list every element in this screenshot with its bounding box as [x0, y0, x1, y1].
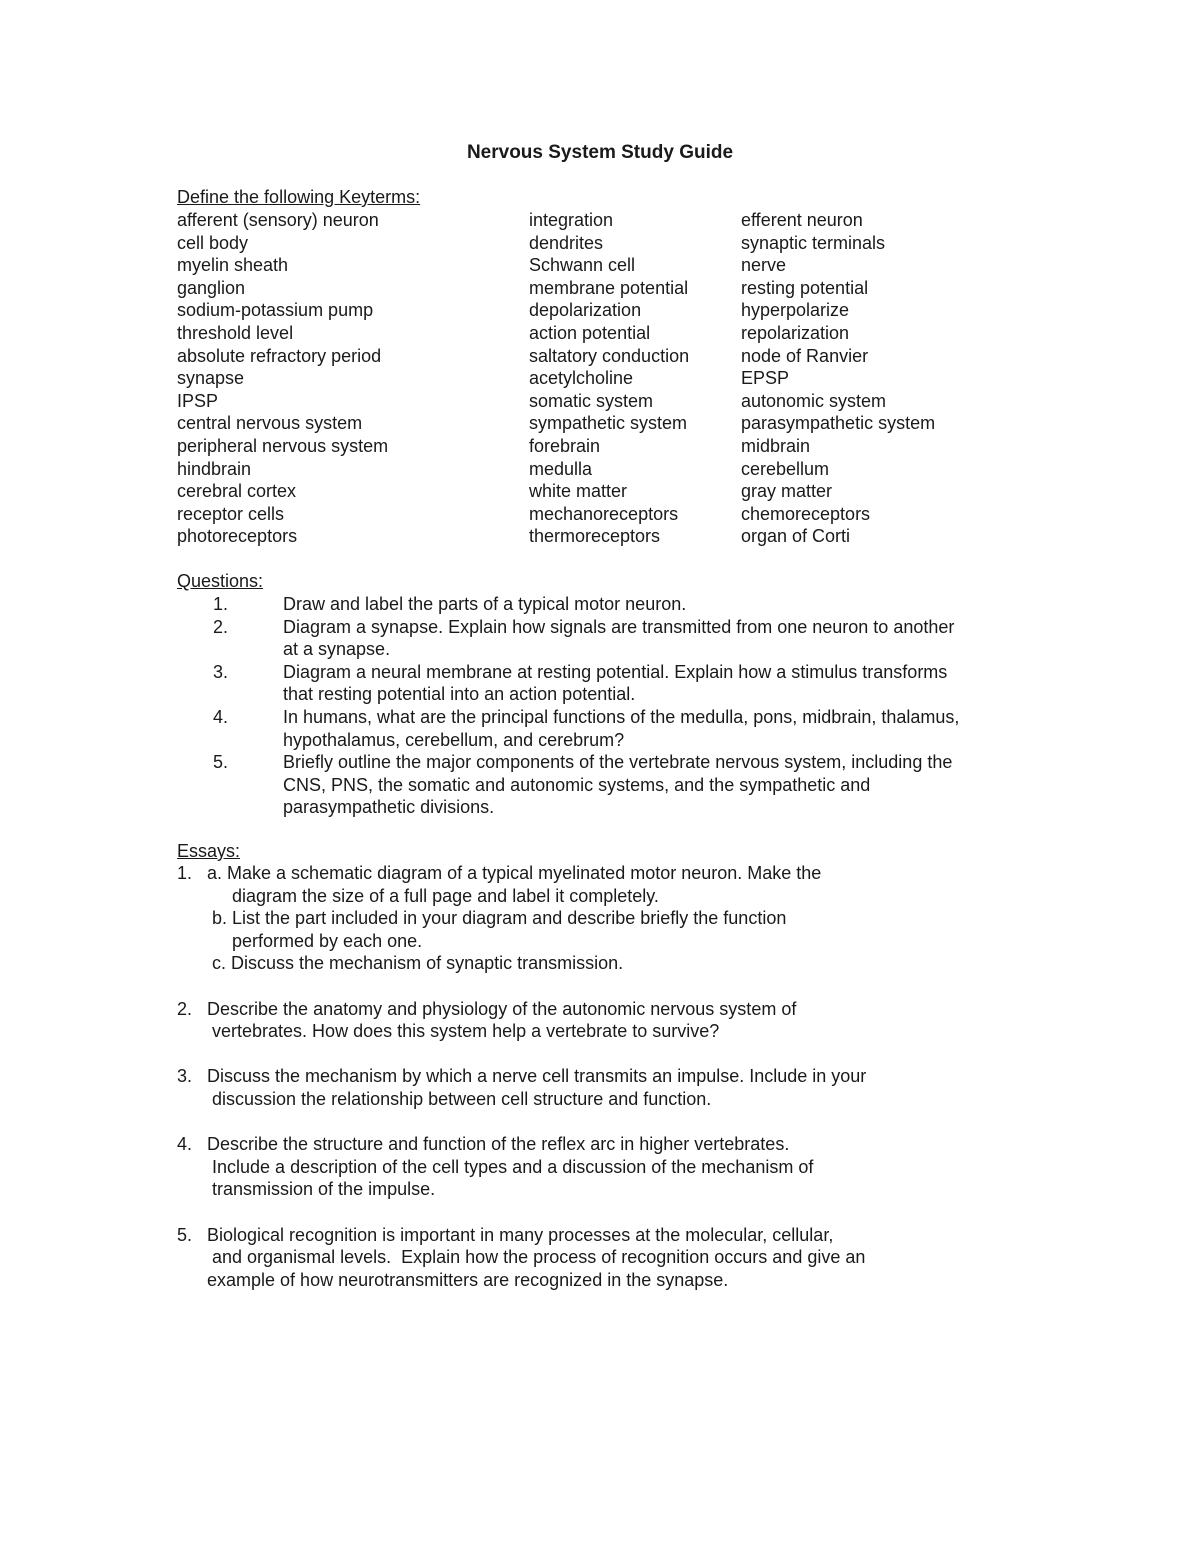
- essay-text-line: vertebrates. How does this system help a vertebrate to survive?: [177, 1021, 720, 1042]
- keyterm: node of Ranvier: [741, 345, 869, 366]
- keyterm: efferent neuron: [741, 210, 863, 230]
- questions-heading: Questions:: [177, 571, 264, 591]
- keyterm: absolute refractory period: [177, 345, 382, 366]
- keyterm: acetylcholine: [529, 368, 634, 389]
- keyterm: synaptic terminals: [741, 232, 886, 253]
- question-text-line: Diagram a neural membrane at resting potential. Explain how a stimulus transforms: [283, 661, 948, 682]
- essay-item: [177, 1224, 1037, 1292]
- essay-text-line: Include a description of the cell types and a discussion of the mechanism of: [177, 1156, 814, 1177]
- question-text-line: hypothalamus, cerebellum, and cerebrum?: [283, 729, 625, 750]
- essay-text-line: performed by each one.: [177, 930, 423, 951]
- essay-text-line: c. Discuss the mechanism of synaptic transmission.: [177, 953, 624, 974]
- keyterm: membrane potential: [529, 277, 689, 298]
- keyterm: cerebellum: [741, 458, 830, 479]
- keyterm-row: [177, 277, 1037, 300]
- keyterm-row: [177, 367, 1037, 390]
- question-item: [177, 751, 1037, 819]
- essay-item: [177, 1133, 1037, 1201]
- question-text-line: Briefly outline the major components of the vertebrate nervous system, including the: [283, 752, 953, 773]
- keyterm-row: [177, 390, 1037, 413]
- keyterm: mechanoreceptors: [529, 503, 679, 524]
- essay-text-line: 3. Discuss the mechanism by which a nerve cell transmits an impulse. Include in your: [177, 1066, 867, 1087]
- keyterms-table: [177, 209, 1037, 548]
- keyterm-row: [177, 412, 1037, 435]
- keyterm: hyperpolarize: [741, 300, 850, 321]
- keyterm-row: [177, 458, 1037, 481]
- essay-text-line: discussion the relationship between cell structure and function.: [177, 1088, 712, 1109]
- essay-text-line: diagram the size of a full page and label it completely.: [177, 885, 659, 906]
- keyterm-row: [177, 322, 1037, 345]
- keyterm: photoreceptors: [177, 526, 298, 547]
- essay-text-line: 4. Describe the structure and function of the reflex arc in higher vertebrates.: [177, 1134, 790, 1155]
- question-text-line: Diagram a synapse. Explain how signals are transmitted from one neuron to another: [283, 616, 955, 637]
- essay-item: [177, 862, 1037, 975]
- essays-heading: Essays:: [177, 841, 241, 861]
- keyterm: forebrain: [529, 435, 601, 456]
- keyterm: autonomic system: [741, 390, 887, 411]
- keyterm: depolarization: [529, 300, 642, 321]
- keyterm: white matter: [529, 481, 628, 502]
- keyterm: action potential: [529, 322, 651, 343]
- keyterm: Schwann cell: [529, 255, 636, 276]
- keyterm-row: [177, 435, 1037, 458]
- keyterm: receptor cells: [177, 503, 285, 524]
- essay-item: [177, 1065, 1037, 1110]
- keyterm-row: [177, 480, 1037, 503]
- question-item: [177, 661, 1037, 706]
- keyterm: organ of Corti: [741, 526, 851, 547]
- keyterm: synapse: [177, 368, 245, 389]
- keyterm-row: [177, 232, 1037, 255]
- keyterm: dendrites: [529, 232, 604, 253]
- essay-text-line: 5. Biological recognition is important in many processes at the molecular, cellular,: [177, 1224, 834, 1245]
- question-text-line: parasympathetic divisions.: [283, 797, 495, 818]
- keyterm: central nervous system: [177, 413, 363, 434]
- keyterm: parasympathetic system: [741, 413, 936, 434]
- keyterm: cell body: [177, 232, 249, 253]
- question-number: 2.: [213, 616, 229, 637]
- keyterm: chemoreceptors: [741, 503, 871, 524]
- essay-spacer: [177, 1111, 1037, 1134]
- keyterm: sodium-potassium pump: [177, 300, 374, 321]
- essay-text-line: and organismal levels. Explain how the process of recognition occurs and give an: [177, 1247, 866, 1268]
- keyterm: midbrain: [741, 435, 811, 456]
- question-text-line: CNS, PNS, the somatic and autonomic systems, and the sympathetic and: [283, 774, 871, 795]
- keyterm-row: [177, 503, 1037, 526]
- questions-list: [177, 593, 1037, 819]
- keyterm: integration: [529, 210, 614, 230]
- page-title: Nervous System Study Guide: [466, 142, 734, 163]
- keyterm: myelin sheath: [177, 255, 289, 276]
- keyterm: nerve: [741, 255, 787, 276]
- question-item: [177, 616, 1037, 661]
- keyterm-row: [177, 209, 1037, 232]
- essay-text-line: 1. a. Make a schematic diagram of a typical myelinated motor neuron. Make the: [177, 863, 822, 883]
- keyterm: repolarization: [741, 322, 850, 343]
- essay-text-line: example of how neurotransmitters are recognized in the synapse.: [177, 1269, 729, 1290]
- question-number: 4.: [213, 706, 229, 727]
- essays-list: [177, 862, 1037, 1291]
- keyterm: threshold level: [177, 322, 294, 343]
- keyterm-row: [177, 525, 1037, 548]
- question-text-line: that resting potential into an action potential.: [283, 684, 636, 705]
- keyterm: thermoreceptors: [529, 526, 661, 547]
- question-item: [177, 593, 1037, 616]
- keyterm: peripheral nervous system: [177, 435, 389, 456]
- keyterm-row: [177, 254, 1037, 277]
- question-text-line: at a synapse.: [283, 639, 391, 660]
- question-number: 5.: [213, 752, 229, 773]
- keyterm: ganglion: [177, 277, 246, 298]
- keyterm-row: [177, 299, 1037, 322]
- keyterm: IPSP: [177, 390, 219, 411]
- essay-text-line: 2. Describe the anatomy and physiology of the autonomic nervous system of: [177, 998, 797, 1019]
- essay-item: [177, 998, 1037, 1043]
- keyterm-row: [177, 345, 1037, 368]
- essay-spacer: [177, 1201, 1037, 1224]
- keyterm: afferent (sensory) neuron: [177, 210, 379, 230]
- question-number: 1.: [213, 594, 229, 614]
- essay-spacer: [177, 1043, 1037, 1066]
- keyterm: hindbrain: [177, 458, 252, 479]
- keyterm: gray matter: [741, 481, 833, 502]
- keyterm: saltatory conduction: [529, 345, 690, 366]
- keyterms-heading: Define the following Keyterms:: [177, 187, 421, 207]
- question-text-line: Draw and label the parts of a typical motor neuron.: [283, 594, 687, 614]
- essay-spacer: [177, 975, 1037, 998]
- question-item: [177, 706, 1037, 751]
- keyterm: sympathetic system: [529, 413, 688, 434]
- essay-text-line: b. List the part included in your diagram and describe briefly the function: [177, 908, 787, 929]
- keyterm: resting potential: [741, 277, 869, 298]
- keyterm: cerebral cortex: [177, 481, 297, 502]
- essay-text-line: transmission of the impulse.: [177, 1179, 436, 1200]
- question-text-line: In humans, what are the principal functions of the medulla, pons, midbrain, thalamus,: [283, 706, 960, 727]
- keyterm: EPSP: [741, 368, 790, 389]
- keyterm: medulla: [529, 458, 593, 479]
- question-number: 3.: [213, 661, 229, 682]
- keyterm: somatic system: [529, 390, 654, 411]
